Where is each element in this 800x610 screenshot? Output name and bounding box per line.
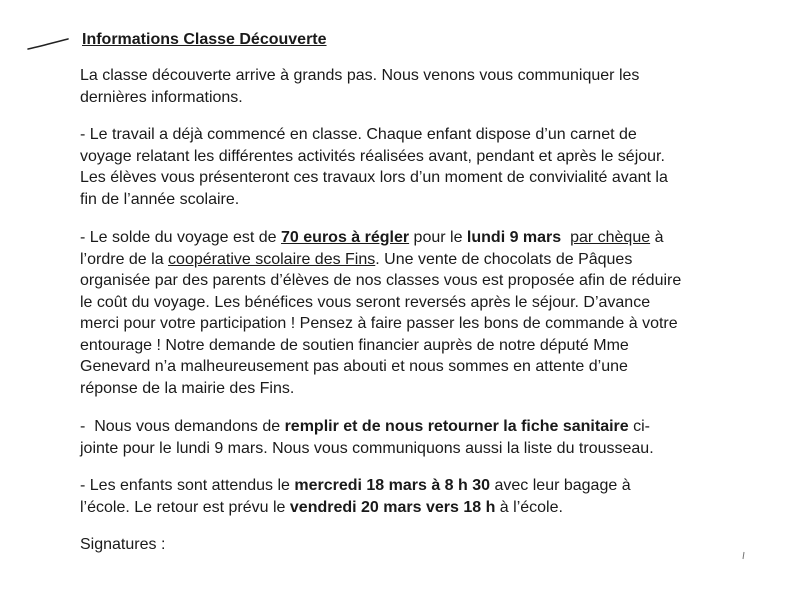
paragraph-fiche-sanitaire: - Nous vous demandons de remplir et de nous retourner la fiche sanitaire ci- jointe pour le lundi 9 mars. Nous vous communiquons aussi la liste du trousseau. xyxy=(80,418,654,457)
payment-method: par chèque xyxy=(570,229,651,246)
paragraph-solde: - Le solde du voyage est de 70 euros à régler pour le lundi 9 mars par chèque à l’ordre de la coopérative scolaire des Fins. Une vente de chocolats de Pâques organisée par des parents d’élèves de nos classes vous est proposée afin de réduire le coût du voyage. Les bénéfices vous seront reversés après le séjour. D’avance merci pour votre participation ! Pensez à faire passer les bons de commande à votre entourage ! Notre demande de soutien financier auprès de notre député Mme Genevard n’a malheureusement pas abouti et nous sommes en attente d’une réponse de la mairie des Fins. xyxy=(80,229,682,397)
departure-time: mercredi 18 mars à 8 h 30 xyxy=(294,477,491,494)
paragraph-intro: La classe découverte arrive à grands pas. Nous venons vous communiquer les dernières informations. xyxy=(80,67,640,106)
return-time: vendredi 20 mars vers 18 h xyxy=(289,498,496,516)
scan-speck-mark xyxy=(741,551,747,561)
due-date: lundi 9 mars xyxy=(466,229,562,246)
signatures-label: Signatures : xyxy=(80,536,166,553)
document-title: Informations Classe Découverte xyxy=(82,31,327,48)
pen-stroke-mark xyxy=(26,36,70,52)
fiche-sanitaire-request: remplir et de nous retourner la fiche sanitaire xyxy=(284,418,629,435)
paragraph-travail: - Le travail a déjà commencé en classe. Chaque enfant dispose d’un carnet de voyage relatant les différentes activités réalisées avant, pendant et après le séjour. Les élèves vous présenteront ces travaux lors d’un moment de convivialité avant la fin de l’année scolaire. xyxy=(80,126,668,208)
paragraph-horaires: - Les enfants sont attendus le mercredi 18 mars à 8 h 30 avec leur bagage à l’école. Le retour est prévu le vendredi 20 mars vers 18 h à l’école. xyxy=(80,477,631,516)
payee-name: coopérative scolaire des Fins xyxy=(168,250,376,268)
amount-due: 70 euros à régler xyxy=(281,229,410,246)
